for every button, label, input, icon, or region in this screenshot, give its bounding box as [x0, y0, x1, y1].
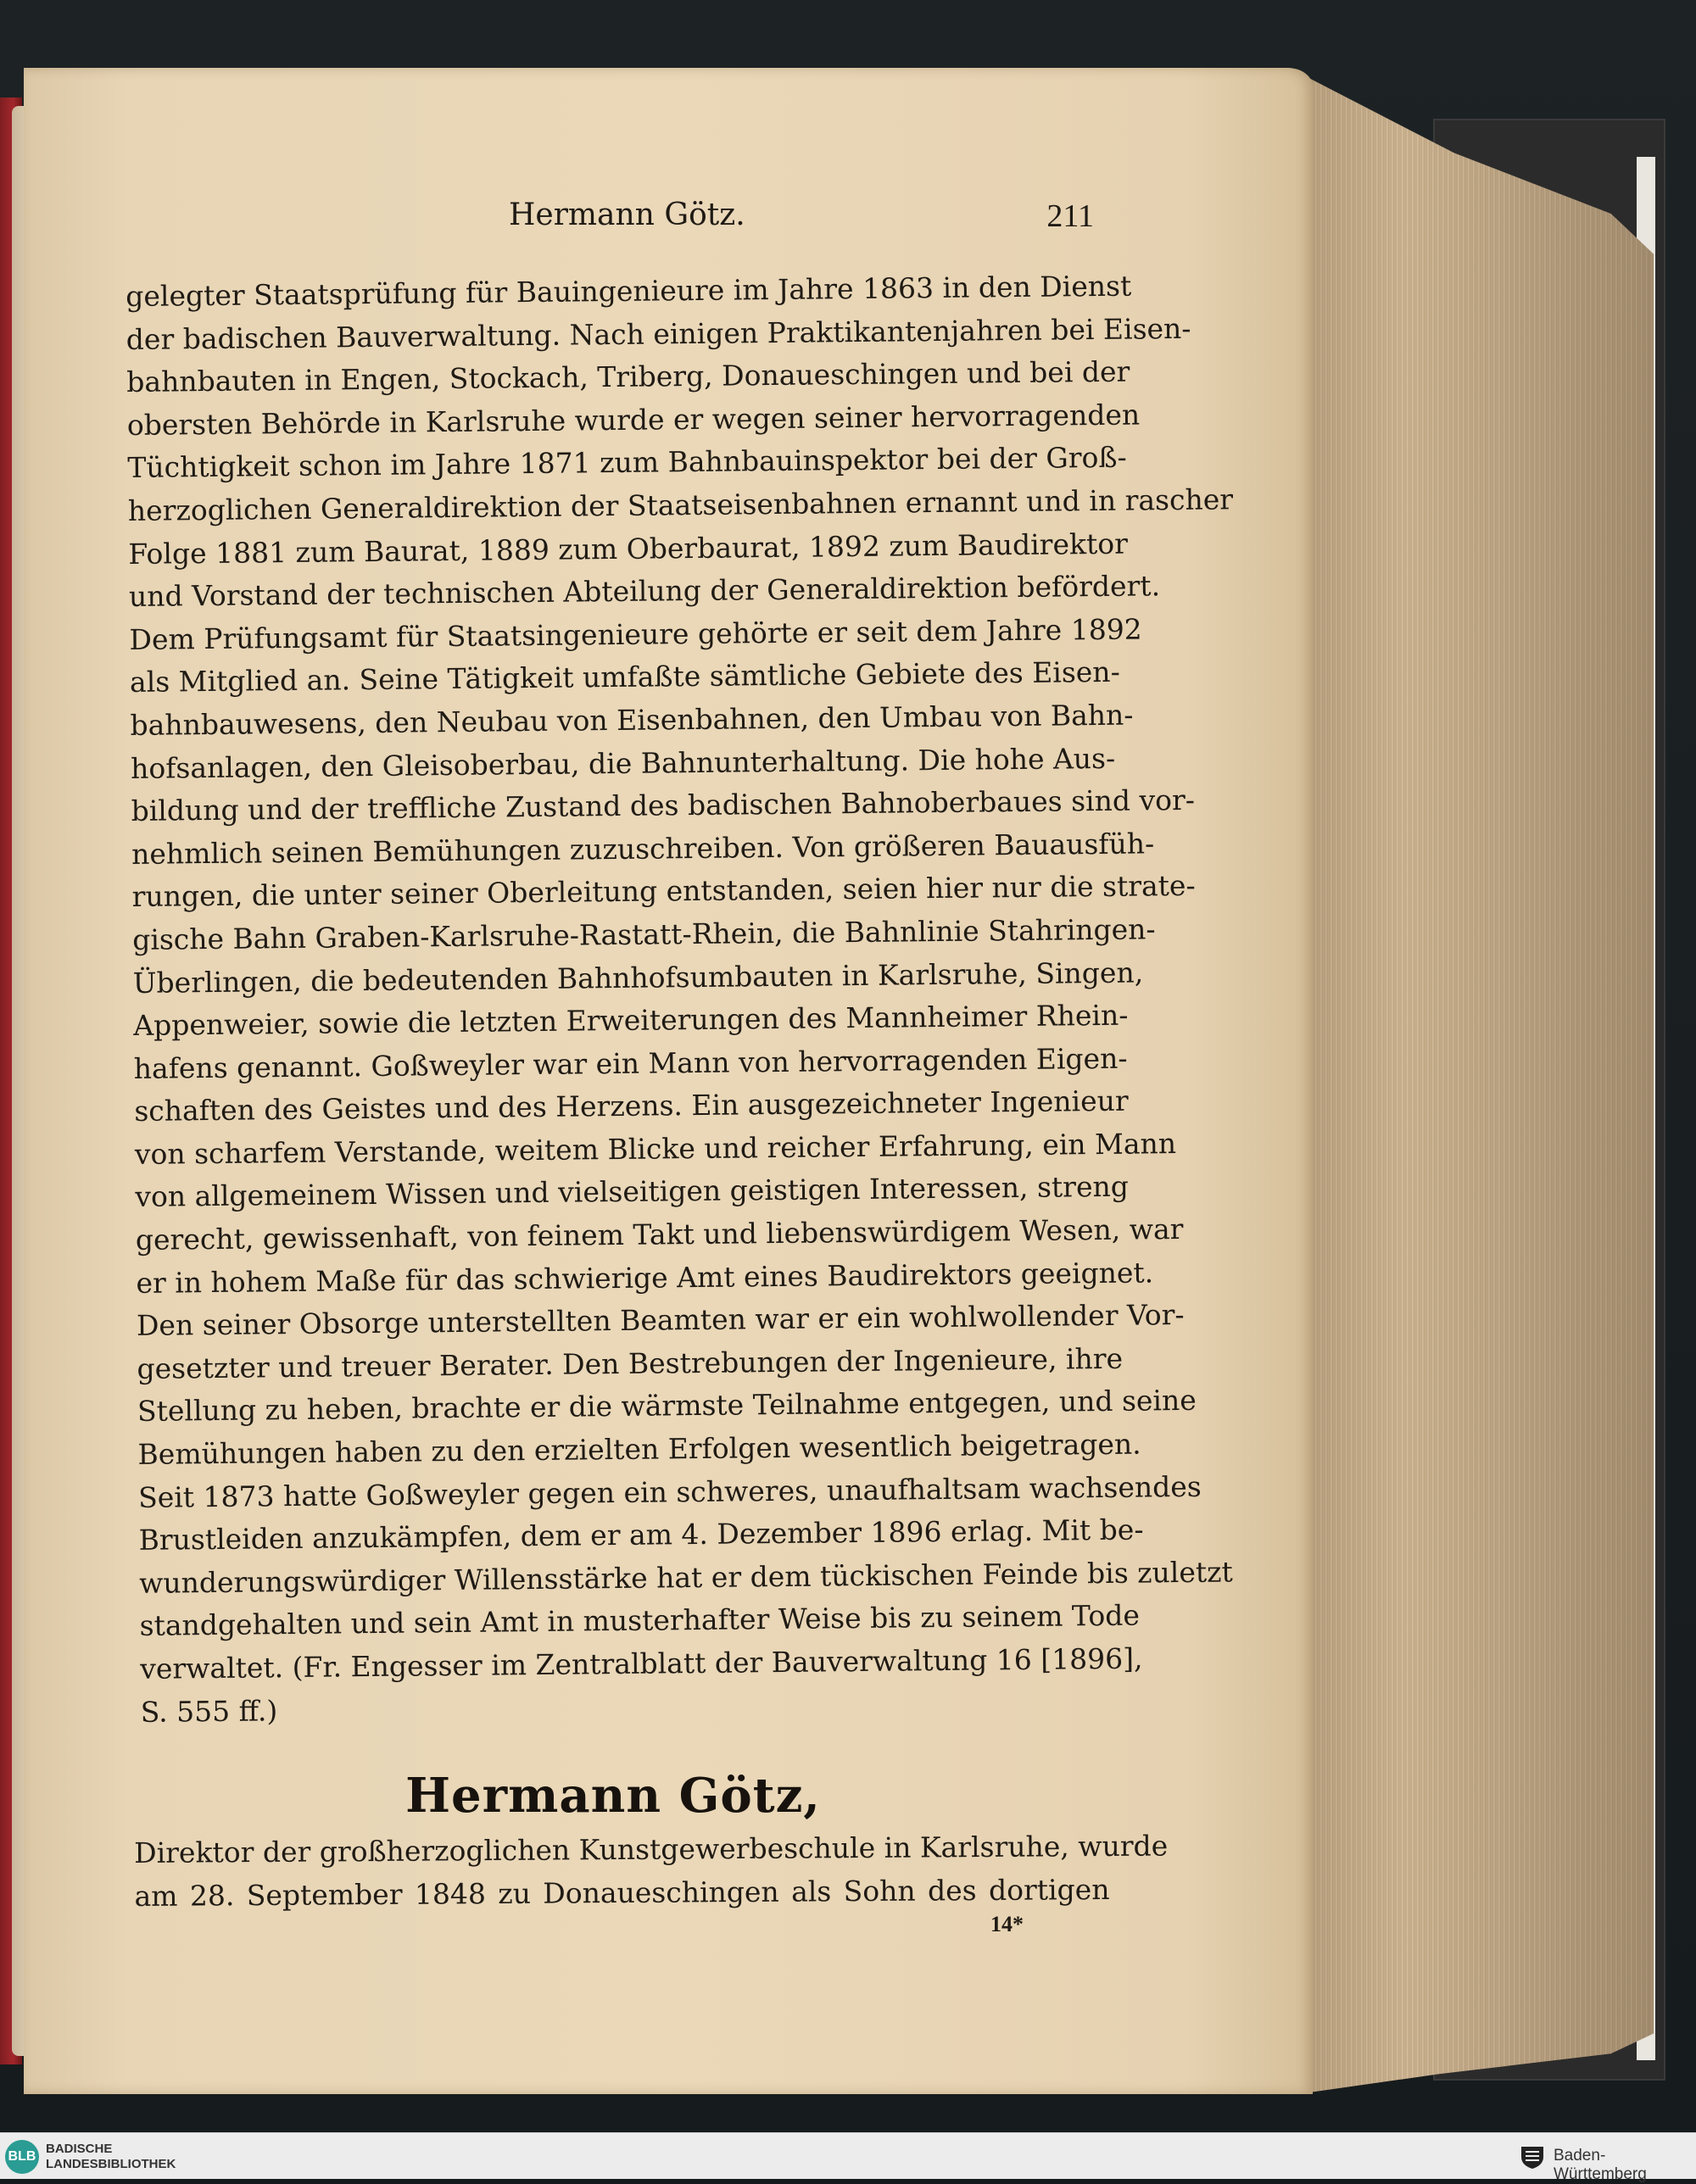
text-line: gesetzter und treuer Berater. Den Bestrebungen der Ingenieure, ihre	[137, 1341, 1124, 1385]
text-line: gelegter Staatsprüfung für Bauingenieure im Jahre 1863 in den Dienst	[126, 269, 1132, 313]
running-head	[127, 191, 1094, 242]
text-line: wunderungswürdiger Willensstärke hat er dem tückischen Feinde bis zuletzt	[138, 1555, 1234, 1600]
section-heading: Hermann Götz,	[405, 1768, 821, 1824]
running-title: Hermann Götz.	[509, 198, 745, 232]
text-line: Bemühungen haben zu den erzielten Erfolgen wesentlich beigetragen.	[137, 1427, 1141, 1471]
text-line: Brustleiden anzukämpfen, dem er am 4. Dezember 1896 erlag. Mit be-	[138, 1513, 1144, 1557]
library-name	[46, 2142, 176, 2172]
text-line: der badischen Bauverwaltung. Nach einigen Praktikantenjahren bei Eisen-	[126, 311, 1191, 356]
state-name: Baden-Württemberg	[1554, 2147, 1647, 2183]
library-name-line-1: BADISCHE	[46, 2142, 113, 2156]
text-line: von scharfem Verstande, weitem Blicke und reicher Erfahrung, ein Mann	[134, 1126, 1177, 1171]
text-line: schaften des Geistes und des Herzens. Ein ausgezeichneter Ingenieur	[134, 1084, 1129, 1128]
text-line: Dem Prüfungsamt für Staatsingenieure gehörte er seit dem Jahre 1892	[129, 612, 1142, 656]
signature-mark: 14*	[990, 1912, 1024, 1936]
text-line: nehmlich seinen Bemühungen zuzuschreiben. Von größeren Bauausfüh-	[131, 827, 1155, 871]
text-line: als Mitglied an. Seine Tätigkeit umfaßte sämtliche Gebiete des Eisen-	[129, 655, 1120, 699]
page-number: 211	[1046, 198, 1094, 234]
text-line: obersten Behörde in Karlsruhe wurde er wegen seiner hervorragenden	[126, 398, 1141, 442]
text-line: am 28. September 1848 zu Donaueschingen als Sohn des dortigen	[134, 1872, 1110, 1913]
body-text	[126, 265, 1234, 1734]
text-line: hafens genannt. Goßweyler war ein Mann von hervorragenden Eigen-	[133, 1041, 1128, 1085]
text-line: hofsanlagen, den Gleisoberbau, die Bahnunterhaltung. Die hohe Aus-	[130, 741, 1116, 785]
text-line: verwaltet. (Fr. Engesser im Zentralblatt der Bauverwaltung 16 [1896],	[140, 1641, 1143, 1685]
state-coat-of-arms-icon	[1518, 2142, 1547, 2170]
book-fore-edge-shade	[1297, 72, 1654, 2094]
text-line: gische Bahn Graben-Karlsruhe-Rastatt-Rhein, die Bahnlinie Stahringen-	[131, 912, 1156, 956]
text-line: standgehalten und sein Amt in musterhafter Weise bis zu seinem Tode	[139, 1598, 1141, 1643]
text-line: Direktor der großherzoglichen Kunstgewerbeschule in Karlsruhe, wurde	[134, 1829, 1169, 1869]
text-line: Tüchtigkeit schon im Jahre 1871 zum Bahnbauinspektor bei der Groß-	[127, 441, 1127, 485]
text-line: und Vorstand der technischen Abteilung der Generaldirektion befördert.	[128, 569, 1161, 614]
text-line: Seit 1873 hatte Goßweyler gegen ein schweres, unaufhaltsam wachsendes	[137, 1469, 1202, 1514]
library-name-line-2: LANDESBIBLIOTHEK	[46, 2157, 176, 2171]
text-line: S. 555 ff.)	[140, 1693, 278, 1729]
text-line: Folge 1881 zum Baurat, 1889 zum Oberbaurat, 1892 zum Baudirektor	[128, 526, 1129, 571]
text-line: bildung und der treffliche Zustand des badischen Bahnoberbaues sind vor-	[131, 783, 1196, 828]
viewer-footer	[0, 2132, 1696, 2183]
text-line: von allgemeinem Wissen und vielseitigen geistigen Interessen, streng	[135, 1170, 1130, 1214]
text-line: rungen, die unter seiner Oberleitung entstanden, seien hier nur die strate-	[131, 869, 1196, 914]
text-line: bahnbauten in Engen, Stockach, Triberg, Donaueschingen und bei der	[126, 354, 1130, 399]
text-line: Appenweier, sowie die letzten Erweiterungen des Mannheimer Rhein-	[133, 998, 1129, 1043]
text-line: herzoglichen Generaldirektion der Staatseisenbahnen ernannt und in rascher	[127, 482, 1234, 527]
text-line: gerecht, gewissenhaft, von feinem Takt und liebenswürdigem Wesen, war	[135, 1212, 1184, 1256]
text-line: Stellung zu heben, brachte er die wärmste Teilnahme entgegen, und seine	[137, 1384, 1197, 1429]
text-line: er in hohem Maße für das schwierige Amt eines Baudirektors geeignet.	[136, 1256, 1154, 1300]
text-line: bahnbauwesens, den Neubau von Eisenbahnen, den Umbau von Bahn-	[130, 698, 1134, 742]
blb-logo-icon: BLB	[5, 2140, 39, 2174]
section-intro	[134, 1825, 1169, 1917]
text-line: Überlingen, die bedeutenden Bahnhofsumbauten in Karlsruhe, Singen,	[132, 955, 1144, 1000]
text-line: Den seiner Obsorge unterstellten Beamten war er ein wohlwollender Vor-	[136, 1298, 1185, 1343]
